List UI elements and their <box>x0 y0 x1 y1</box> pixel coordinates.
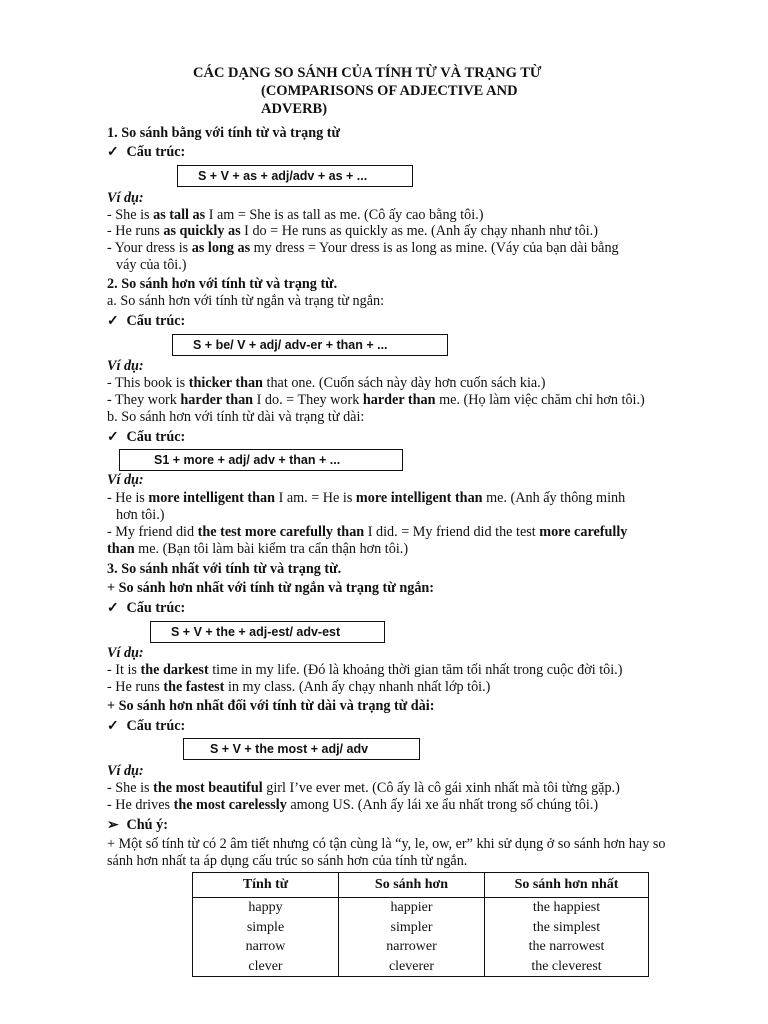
note-label: ➢ Chú ý: <box>107 817 168 833</box>
comparison-table <box>192 872 649 977</box>
example-2a-2: - They work harder than I do. = They work harder than me. (Họ làm việc chăm chỉ hơn tôi.) <box>107 392 645 408</box>
formula-box-1: S + V + as + adj/adv + as + ... <box>177 165 413 187</box>
example-label-2b: Ví dụ: <box>107 472 144 488</box>
title-line-3: ADVERB) <box>261 101 328 117</box>
formula-box-2b: S1 + more + adj/ adv + than + ... <box>119 449 403 471</box>
table-cell: the cleverest <box>485 957 649 977</box>
table-cell: simple <box>193 918 339 938</box>
structure-label-2a: ✓ Cấu trúc: <box>107 313 186 329</box>
example-1-3: - Your dress is as long as my dress = Your dress is as long as mine. (Váy của bạn dài bằng <box>107 240 619 256</box>
note-text: + Một số tính từ có 2 âm tiết nhưng có tận cùng là “y, le, ow, er” khi sử dụng ở so sánh hơn hay so sánh hơn nhất ta áp dụng cấu trúc so sánh hơn của tính từ ngắn. <box>107 836 666 869</box>
check-icon: ✓ <box>107 600 119 616</box>
table-row <box>193 957 649 977</box>
section-3a-subheading: + So sánh hơn nhất với tính từ ngắn và trạng từ ngắn: <box>107 580 435 596</box>
table-row <box>193 898 649 918</box>
section-2b-subheading: b. So sánh hơn với tính từ dài và trạng từ dài: <box>107 409 365 425</box>
section-1-heading: 1. So sánh bằng với tính từ và trạng từ <box>107 125 341 141</box>
example-1-3-cont: váy của tôi.) <box>116 257 187 273</box>
table-header: So sánh hơn <box>339 873 485 898</box>
section-2a-subheading: a. So sánh hơn với tính từ ngắn và trạng từ ngắn: <box>107 293 385 309</box>
formula-box-3a: S + V + the + adj-est/ adv-est <box>150 621 385 643</box>
table-header-row <box>193 873 649 898</box>
example-1-1: - She is as tall as I am = She is as tall as me. (Cô ấy cao bằng tôi.) <box>107 207 484 223</box>
table-cell: happier <box>339 898 485 918</box>
example-label-3b: Ví dụ: <box>107 763 144 779</box>
check-icon: ✓ <box>107 313 119 329</box>
section-3b-subheading: + So sánh hơn nhất đối với tính từ dài và trạng từ dài: <box>107 698 435 714</box>
table-cell: cleverer <box>339 957 485 977</box>
table-cell: the happiest <box>485 898 649 918</box>
table-cell: the simplest <box>485 918 649 938</box>
structure-label-2b: ✓ Cấu trúc: <box>107 429 186 445</box>
document-title <box>193 64 541 118</box>
structure-label-1: ✓ Cấu trúc: <box>107 144 186 160</box>
table-cell: narrow <box>193 937 339 957</box>
table-header: Tính từ <box>193 873 339 898</box>
table-cell: clever <box>193 957 339 977</box>
example-1-2: - He runs as quickly as I do = He runs as quickly as me. (Anh ấy chạy nhanh như tôi.) <box>107 223 598 239</box>
example-3a-1: - It is the darkest time in my life. (Đó là khoảng thời gian tăm tối nhất trong cuộc đời tôi.) <box>107 662 623 678</box>
check-icon: ✓ <box>107 429 119 445</box>
structure-label-3a: ✓ Cấu trúc: <box>107 600 186 616</box>
check-icon: ✓ <box>107 144 119 160</box>
example-3b-2: - He drives the most carelessly among US. (Anh ấy lái xe ẩu nhất trong số chúng tôi.) <box>107 797 599 813</box>
example-2b-1-cont: hơn tôi.) <box>116 507 165 523</box>
table-header: So sánh hơn nhất <box>485 873 649 898</box>
table-cell: narrower <box>339 937 485 957</box>
example-2a-1: - This book is thicker than that one. (Cuốn sách này dày hơn cuốn sách kia.) <box>107 375 546 391</box>
check-icon: ✓ <box>107 718 119 734</box>
table-cell: the narrowest <box>485 937 649 957</box>
title-line-1: CÁC DẠNG SO SÁNH CỦA TÍNH TỪ VÀ TRẠNG TỪ <box>193 65 542 81</box>
table-row <box>193 918 649 938</box>
table-row <box>193 937 649 957</box>
formula-box-3b: S + V + the most + adj/ adv <box>183 738 420 760</box>
structure-label-3b: ✓ Cấu trúc: <box>107 718 186 734</box>
formula-box-2a: S + be/ V + adj/ adv-er + than + ... <box>172 334 448 356</box>
arrow-icon: ➢ <box>107 817 119 833</box>
example-label-1: Ví dụ: <box>107 190 144 206</box>
example-label-3a: Ví dụ: <box>107 645 144 661</box>
section-3-heading: 3. So sánh nhất với tính từ và trạng từ. <box>107 561 342 577</box>
example-2b-2: - My friend did the test more carefully than I did. = My friend did the test more carefully <box>107 524 628 540</box>
table-cell: happy <box>193 898 339 918</box>
example-3b-1: - She is the most beautiful girl I’ve ever met. (Cô ấy là cô gái xinh nhất mà tôi từng gặp.) <box>107 780 620 796</box>
table-cell: simpler <box>339 918 485 938</box>
example-label-2a: Ví dụ: <box>107 358 144 374</box>
section-2-heading: 2. So sánh hơn với tính từ và trạng từ. <box>107 276 338 292</box>
example-2b-2-cont: than me. (Bạn tôi làm bài kiểm tra cẩn thận hơn tôi.) <box>107 541 409 557</box>
example-2b-1: - He is more intelligent than I am. = He is more intelligent than me. (Anh ấy thông minh <box>107 490 626 506</box>
example-3a-2: - He runs the fastest in my class. (Anh ấy chạy nhanh nhất lớp tôi.) <box>107 679 491 695</box>
title-line-2: (COMPARISONS OF ADJECTIVE AND <box>261 83 518 99</box>
